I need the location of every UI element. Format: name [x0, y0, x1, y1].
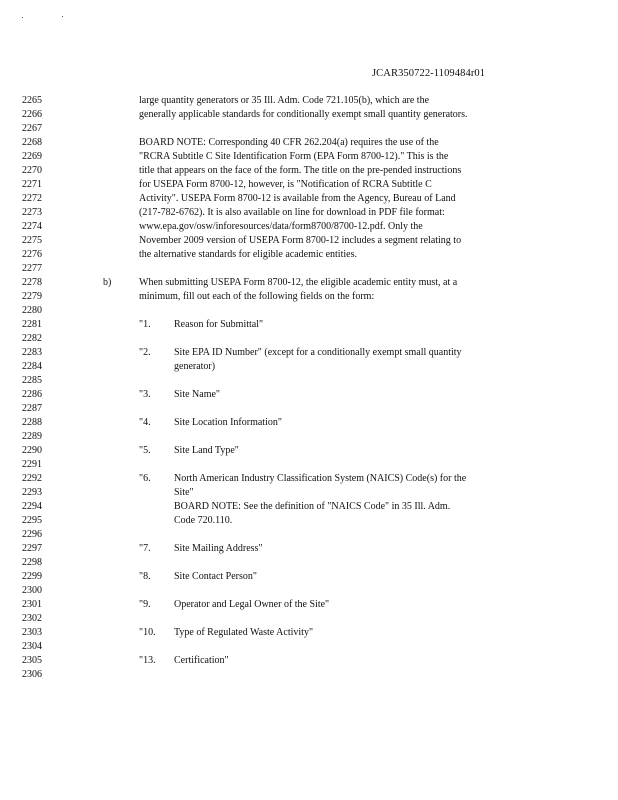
text-line: November 2009 version of USEPA Form 8700-12 includes a segment relating to: [139, 235, 462, 246]
board-note-line: BOARD NOTE: See the definition of "NAICS Code" in 35 Ill. Adm.: [174, 501, 451, 512]
field-label: Site Location Information": [174, 417, 282, 428]
line-number: 2296: [22, 529, 42, 540]
line-number: 2288: [22, 417, 42, 428]
field-label: Site": [174, 487, 194, 498]
field-number: "1.: [139, 319, 151, 330]
line-number: 2305: [22, 655, 42, 666]
text-line: When submitting USEPA Form 8700-12, the eligible academic entity must, at a: [139, 277, 458, 288]
line-number: 2282: [22, 333, 42, 344]
line-number: 2298: [22, 557, 42, 568]
line-number: 2276: [22, 249, 42, 260]
line-number: 2303: [22, 627, 42, 638]
subsection-label: b): [103, 277, 112, 288]
line-number: 2290: [22, 445, 42, 456]
line-number: 2291: [22, 459, 42, 470]
line-number: 2297: [22, 543, 42, 554]
text-line: Activity". USEPA Form 8700-12 is available from the Agency, Bureau of Land: [139, 193, 456, 204]
field-number: "10.: [139, 627, 156, 638]
field-label: Site Land Type": [174, 445, 239, 456]
line-number: 2280: [22, 305, 42, 316]
field-label: Operator and Legal Owner of the Site": [174, 599, 330, 610]
text-line: www.epa.gov/osw/inforesources/data/form8700/8700-12.pdf. Only the: [139, 221, 423, 232]
field-label: Certification": [174, 655, 229, 666]
line-number: 2299: [22, 571, 42, 582]
line-number: 2284: [22, 361, 42, 372]
scan-speck: [22, 17, 23, 18]
field-label: Type of Regulated Waste Activity": [174, 627, 314, 638]
line-number: 2274: [22, 221, 42, 232]
field-label: Site Name": [174, 389, 221, 400]
field-label: Site Mailing Address": [174, 543, 263, 554]
field-label: Site Contact Person": [174, 571, 257, 582]
field-label: Reason for Submittal": [174, 319, 264, 330]
field-number: "7.: [139, 543, 151, 554]
line-number: 2304: [22, 641, 42, 652]
line-number: 2269: [22, 151, 42, 162]
line-number: 2273: [22, 207, 42, 218]
line-number: 2285: [22, 375, 42, 386]
line-number: 2300: [22, 585, 42, 596]
line-number: 2279: [22, 291, 42, 302]
line-number: 2271: [22, 179, 42, 190]
field-number: "2.: [139, 347, 151, 358]
line-number: 2287: [22, 403, 42, 414]
line-number: 2278: [22, 277, 42, 288]
field-number: "4.: [139, 417, 151, 428]
field-label: Site EPA ID Number" (except for a conditionally exempt small quantity: [174, 347, 462, 358]
line-number: 2289: [22, 431, 42, 442]
line-number: 2292: [22, 473, 42, 484]
field-number: "8.: [139, 571, 151, 582]
field-number: "6.: [139, 473, 151, 484]
line-number: 2267: [22, 123, 42, 134]
line-number: 2293: [22, 487, 42, 498]
field-label: North American Industry Classification System (NAICS) Code(s) for the: [174, 473, 467, 484]
line-number: 2270: [22, 165, 42, 176]
field-number: "5.: [139, 445, 151, 456]
document-id: JCAR350722-1109484r01: [372, 68, 486, 79]
text-line: the alternative standards for eligible academic entities.: [139, 249, 357, 260]
text-line: generally applicable standards for conditionally exempt small quantity generators.: [139, 109, 468, 120]
line-number: 2306: [22, 669, 42, 680]
board-note-line: Code 720.110.: [174, 515, 233, 526]
line-number: 2277: [22, 263, 42, 274]
line-number: 2272: [22, 193, 42, 204]
field-number: "3.: [139, 389, 151, 400]
text-line: for USEPA Form 8700-12, however, is "Notification of RCRA Subtitle C: [139, 179, 432, 190]
text-line: (217-782-6762). It is also available on line for download in PDF file format:: [139, 207, 445, 218]
text-line: large quantity generators or 35 Ill. Adm. Code 721.105(b), which are the: [139, 95, 430, 106]
line-number: 2283: [22, 347, 42, 358]
line-number: 2295: [22, 515, 42, 526]
text-line: BOARD NOTE: Corresponding 40 CFR 262.204(a) requires the use of the: [139, 137, 439, 148]
line-number: 2286: [22, 389, 42, 400]
field-number: "9.: [139, 599, 151, 610]
field-label: generator): [174, 361, 216, 372]
line-number: 2275: [22, 235, 42, 246]
line-number: 2266: [22, 109, 42, 120]
scan-speck: [62, 16, 63, 17]
field-number: "13.: [139, 655, 156, 666]
line-number: 2268: [22, 137, 42, 148]
line-number: 2302: [22, 613, 42, 624]
line-number: 2294: [22, 501, 42, 512]
text-line: title that appears on the face of the form. The title on the pre-pended instructions: [139, 165, 462, 176]
line-number: 2281: [22, 319, 42, 330]
text-line: "RCRA Subtitle C Site Identification Form (EPA Form 8700-12)." This is the: [139, 151, 449, 162]
line-number: 2265: [22, 95, 42, 106]
text-line: minimum, fill out each of the following fields on the form:: [139, 291, 375, 302]
line-number: 2301: [22, 599, 42, 610]
